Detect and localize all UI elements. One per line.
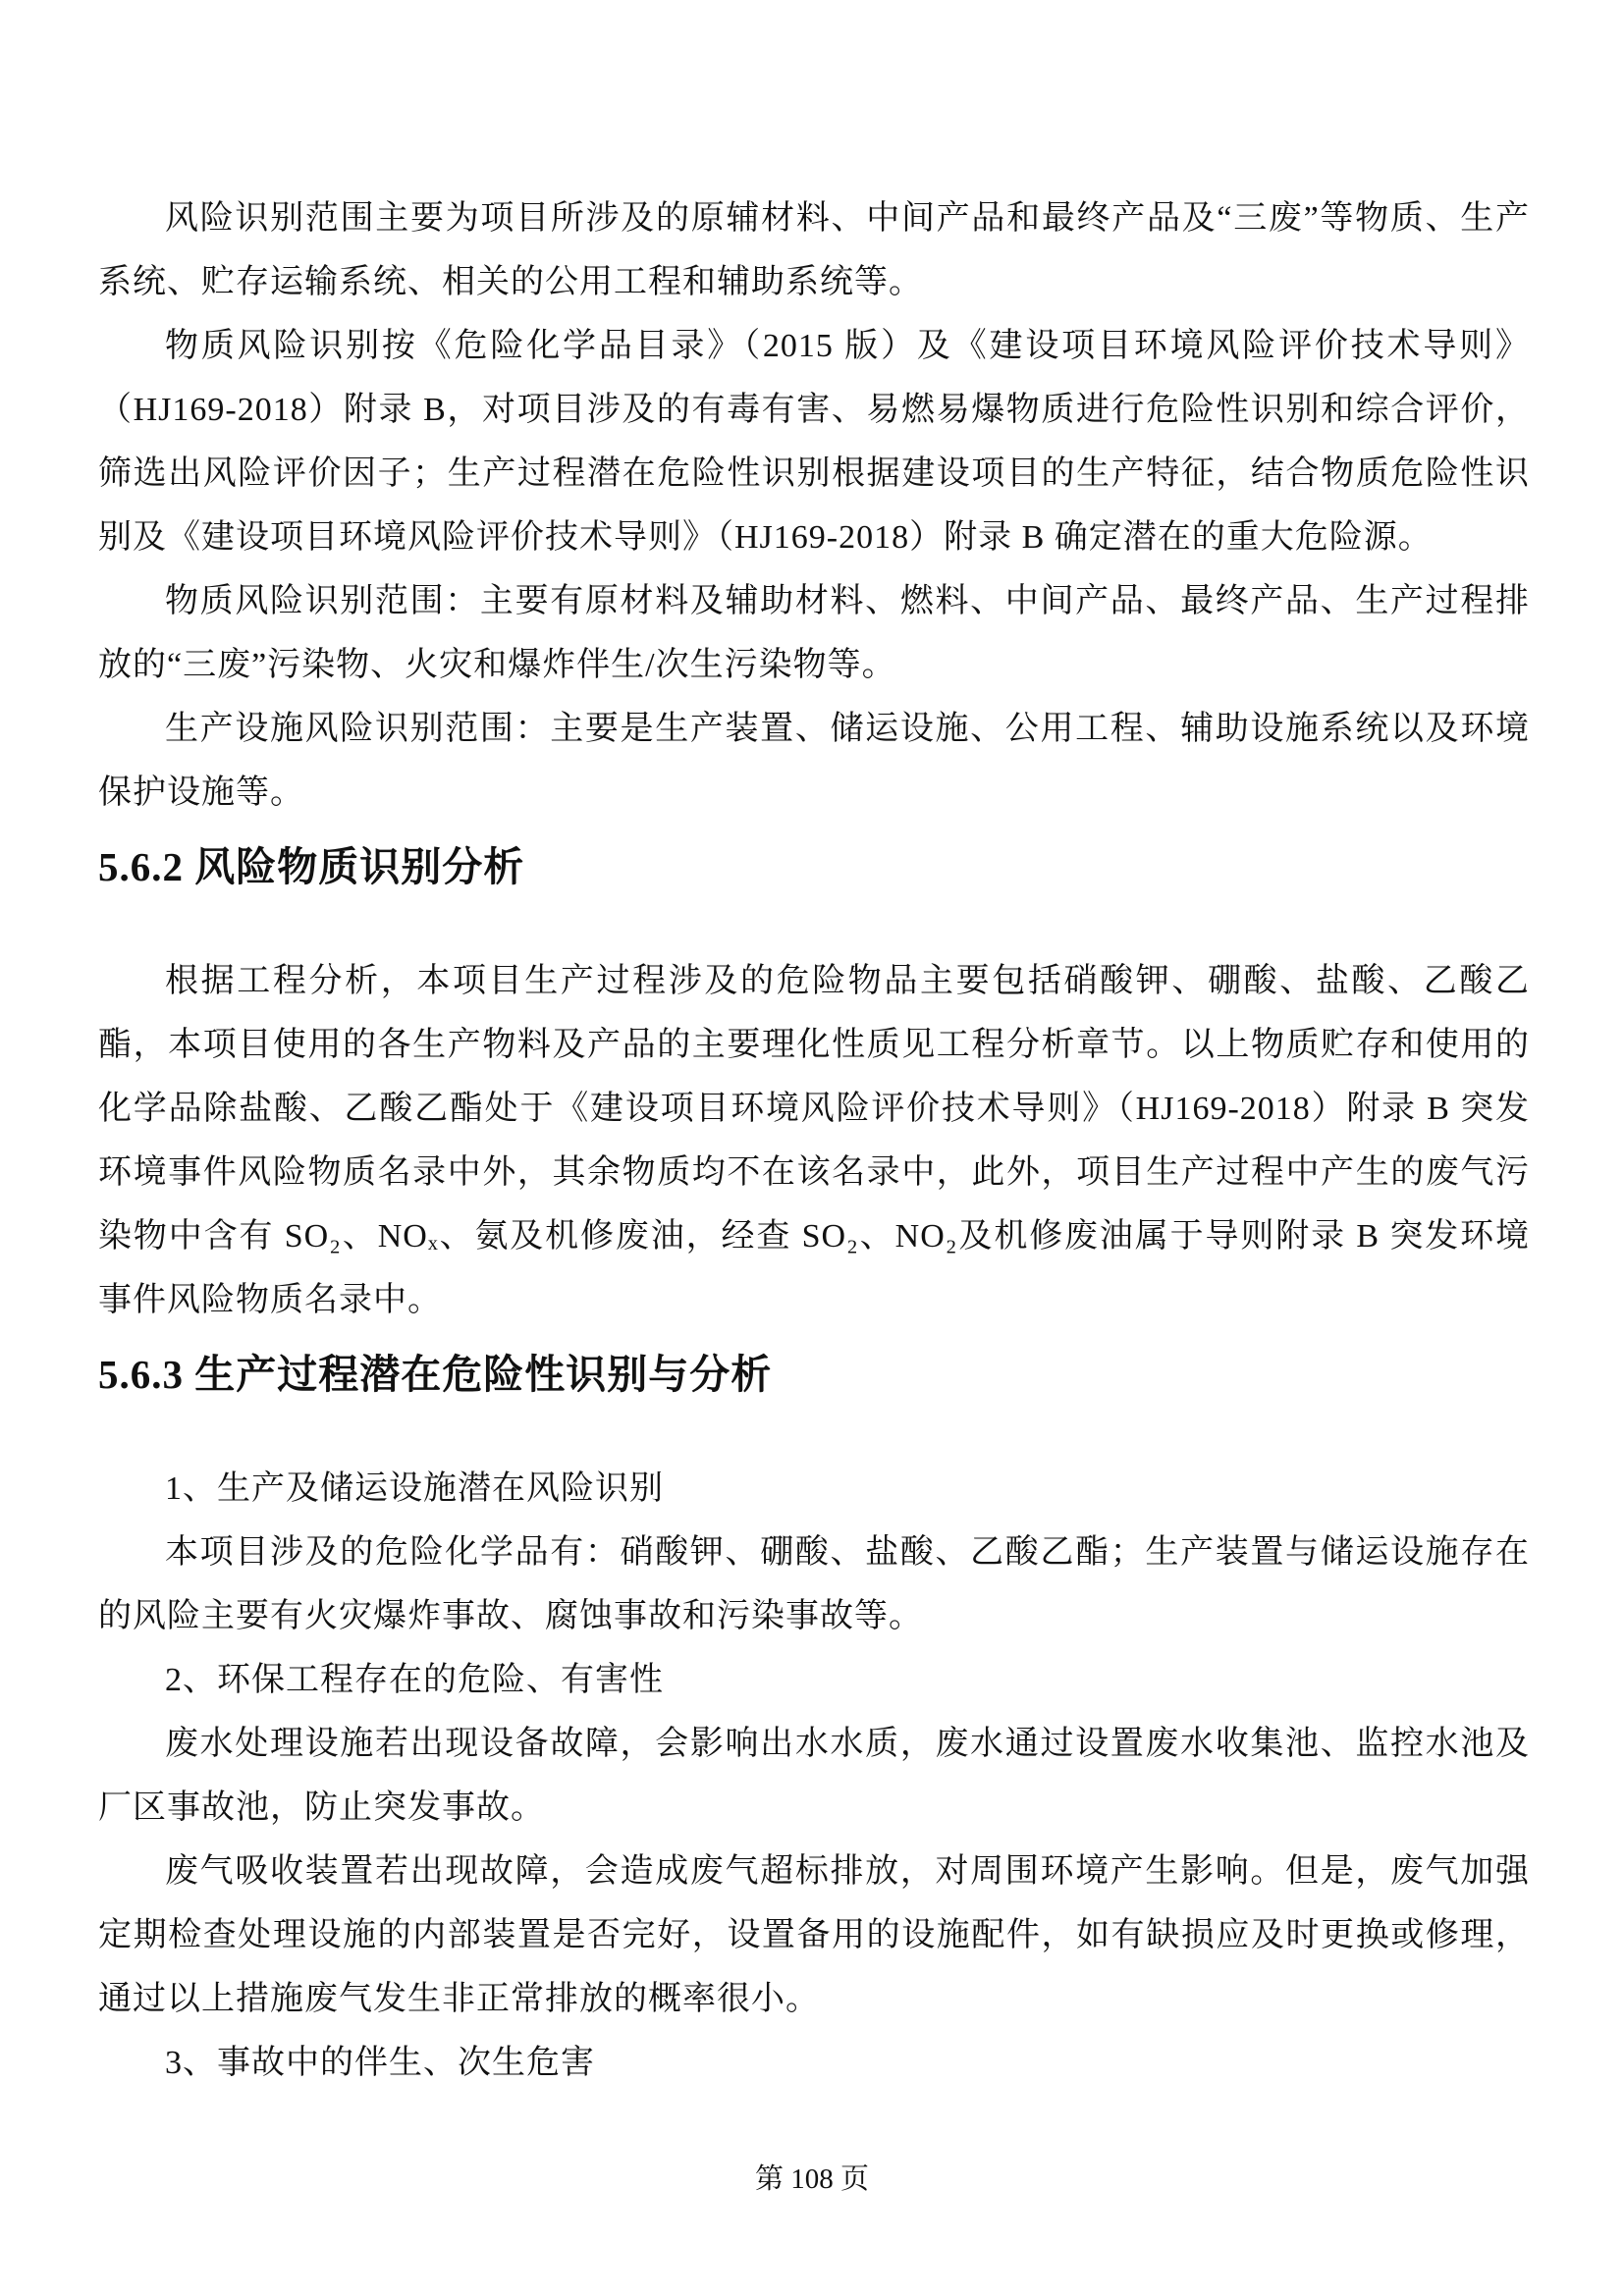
paragraph-hazardous-chemicals: 本项目涉及的危险化学品有：硝酸钾、硼酸、盐酸、乙酸乙酯；生产装置与储运设施存在的风险主要有火灾爆炸事故、腐蚀事故和污染事故等。 (98, 1534, 1530, 1634)
section-heading-5-6-2: 5.6.2 风险物质识别分析 (98, 844, 525, 889)
paragraph-risk-identification-scope: 风险识别范围主要为项目所涉及的原辅材料、中间产品和最终产品及“三废”等物质、生产系统、贮存运输系统、相关的公用工程和辅助系统等。 (98, 200, 1530, 300)
paragraph-facility-risk-scope: 生产设施风险识别范围：主要是生产装置、储运设施、公用工程、辅助设施系统以及环境保护设施等。 (98, 711, 1530, 811)
section-heading-5-6-3: 5.6.3 生产过程潜在危险性识别与分析 (98, 1352, 773, 1397)
page-number-footer: 第 108 页 (754, 2163, 869, 2195)
list-item-2-title: 2、环保工程存在的危险、有害性 (165, 1662, 664, 1698)
list-item-1-title: 1、生产及储运设施潜在风险识别 (165, 1470, 664, 1507)
paragraph-material-risk-scope: 物质风险识别范围：主要有原材料及辅助材料、燃料、中间产品、最终产品、生产过程排放的“三废”污染物、火灾和爆炸伴生/次生污染物等。 (98, 583, 1530, 683)
paragraph-material-risk-identification: 物质风险识别按《危险化学品目录》（2015 版）及《建设项目环境风险评价技术导则》（HJ169-2018）附录 B，对项目涉及的有毒有害、易燃易爆物质进行危险性识别和综合评价，筛选出风险评价因子；生产过程潜在危险性识别根据建设项目的生产特征，结合物质危险性识别及《建设项目环境风险评价技术导则》（HJ169-2018）附录 B 确定潜在的重大危险源。 (98, 328, 1530, 556)
paragraph-wastewater-risk: 废水处理设施若出现设备故障，会影响出水水质，废水通过设置废水收集池、监控水池及厂区事故池，防止突发事故。 (98, 1726, 1530, 1826)
paragraph-waste-gas-risk: 废气吸收装置若出现故障，会造成废气超标排放，对周围环境产生影响。但是，废气加强定期检查处理设施的内部装置是否完好，设置备用的设施配件，如有缺损应及时更换或修理，通过以上措施废气发生非正常排放的概率很小。 (98, 1853, 1530, 2017)
list-item-3-title: 3、事故中的伴生、次生危害 (165, 2045, 595, 2081)
paragraph-risk-material-analysis: 根据工程分析，本项目生产过程涉及的危险物品主要包括硝酸钾、硼酸、盐酸、乙酸乙酯，本项目使用的各生产物料及产品的主要理化性质见工程分析章节。以上物质贮存和使用的化学品除盐酸、乙酸乙酯处于《建设项目环境风险评价技术导则》（HJ169-2018）附录 B 突发环境事件风险物质名录中外，其余物质均不在该名录中，此外，项目生产过程中产生的废气污染物中含有 SO₂、NOₓ、氨及机修废油，经查 SO₂、NO₂及机修废油属于导则附录 B 突发环境事件风险物质名录中。 (98, 963, 1530, 1318)
